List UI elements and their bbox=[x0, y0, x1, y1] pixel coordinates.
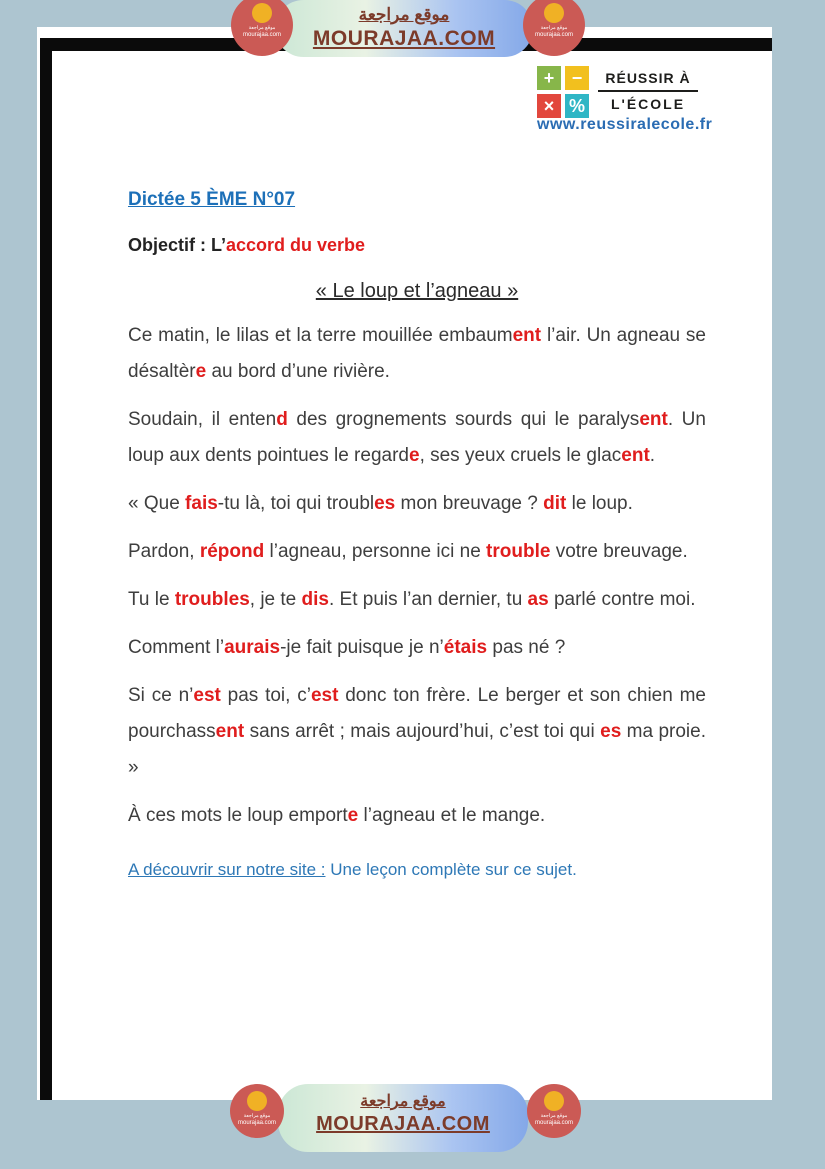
text-segment: ma proie. » bbox=[128, 721, 706, 778]
percent-icon: % bbox=[565, 94, 589, 118]
text-segment: Comment l’ bbox=[128, 637, 225, 658]
verb-ending-highlight: ent bbox=[639, 409, 668, 430]
dictation-paragraph bbox=[128, 678, 706, 786]
mourajaa-badge-icon bbox=[230, 1084, 284, 1138]
verb-ending-highlight: répond bbox=[199, 541, 265, 562]
verb-ending-highlight: e bbox=[195, 361, 207, 382]
verb-ending-highlight: trouble bbox=[486, 541, 551, 562]
verb-ending-highlight: es bbox=[374, 493, 396, 514]
multiply-icon: × bbox=[537, 94, 561, 118]
reussir-logo bbox=[537, 66, 589, 118]
document-content bbox=[128, 188, 706, 899]
verb-ending-highlight: dit bbox=[543, 493, 567, 514]
text-segment: pas né ? bbox=[487, 637, 566, 658]
objective-highlight: accord du verbe bbox=[226, 235, 366, 255]
text-segment: Soudain, il enten bbox=[128, 409, 277, 430]
verb-ending-highlight: ent bbox=[215, 721, 245, 742]
text-segment: mon breuvage ? bbox=[395, 493, 544, 514]
badge-book-icon bbox=[247, 1091, 267, 1111]
top-banner bbox=[275, 0, 533, 57]
text-segment: sans arrêt ; mais aujourd’hui, c’est toi qui bbox=[244, 721, 601, 742]
badge-url-label: mourajaa.com bbox=[237, 1120, 276, 1126]
verb-ending-highlight: ent bbox=[512, 325, 542, 346]
discover-link[interactable]: A découvrir sur notre site : bbox=[128, 860, 326, 879]
text-segment: . bbox=[649, 445, 656, 466]
badge-book-icon bbox=[252, 3, 272, 23]
plus-icon: + bbox=[537, 66, 561, 90]
sheet-left-border bbox=[40, 38, 52, 1100]
badge-url-label: mourajaa.com bbox=[242, 32, 281, 38]
minus-icon: − bbox=[565, 66, 589, 90]
dictation-paragraph bbox=[128, 630, 706, 666]
text-segment: Tu le bbox=[128, 589, 175, 610]
text-segment: Pardon, bbox=[128, 541, 200, 562]
verb-ending-highlight: est bbox=[193, 685, 221, 706]
text-segment: , je te bbox=[249, 589, 302, 610]
badge-url-label: mourajaa.com bbox=[534, 32, 573, 38]
objective-prefix: Objectif : L’ bbox=[128, 235, 227, 255]
bottom-banner bbox=[278, 1084, 528, 1152]
objective-line bbox=[128, 233, 706, 257]
text-segment: « Que bbox=[128, 493, 186, 514]
text-segment: Ce matin, le lilas et la terre mouillée embaum bbox=[128, 325, 513, 346]
reussir-website-link[interactable]: www.reussiralecole.fr bbox=[537, 116, 713, 133]
reussir-logo-wordmark bbox=[596, 70, 700, 112]
text-segment: pas toi, c’ bbox=[220, 685, 311, 706]
text-segment: l’agneau, personne ici ne bbox=[264, 541, 487, 562]
mourajaa-badge-icon bbox=[527, 1084, 581, 1138]
text-segment: , ses yeux cruels le glac bbox=[419, 445, 622, 466]
dictation-paragraph bbox=[128, 402, 706, 474]
dictation-paragraph bbox=[128, 318, 706, 390]
text-segment: le loup. bbox=[566, 493, 633, 514]
text-segment: Si ce n’ bbox=[128, 685, 194, 706]
dictation-title: Dictée 5 ÈME N°07 bbox=[128, 189, 296, 210]
text-segment: au bord d’une rivière. bbox=[206, 361, 390, 382]
dictation-paragraph bbox=[128, 798, 706, 834]
text-segment: -tu là, toi qui troubl bbox=[217, 493, 375, 514]
verb-ending-highlight: aurais bbox=[224, 637, 281, 658]
text-segment: votre breuvage. bbox=[550, 541, 688, 562]
banner-arabic-title: موقع مراجعة bbox=[360, 1093, 446, 1110]
text-segment: donc ton frère. Le berger et son chien me pourchass bbox=[128, 685, 706, 742]
text-segment: l’agneau et le mange. bbox=[358, 805, 546, 826]
text-segment: À ces mots le loup emport bbox=[128, 805, 348, 826]
verb-ending-highlight: est bbox=[310, 685, 339, 706]
dictation-paragraphs bbox=[128, 318, 706, 834]
footer-note bbox=[128, 858, 706, 882]
logo-line2: L'ÉCOLE bbox=[610, 96, 686, 112]
badge-arabic-label: موقع مراجعة bbox=[243, 1113, 271, 1119]
verb-ending-highlight: dis bbox=[301, 589, 329, 610]
text-segment: parlé contre moi. bbox=[548, 589, 696, 610]
text-segment: des grognements sourds qui le paralys bbox=[287, 409, 640, 430]
badge-arabic-label: موقع مراجعة bbox=[540, 1113, 568, 1119]
badge-book-icon bbox=[544, 3, 564, 23]
badge-arabic-label: موقع مراجعة bbox=[540, 25, 568, 31]
verb-ending-highlight: es bbox=[600, 721, 622, 742]
logo-line1: RÉUSSIR À bbox=[605, 70, 691, 86]
badge-url-label: mourajaa.com bbox=[534, 1120, 573, 1126]
footer-text: Une leçon complète sur ce sujet. bbox=[325, 860, 577, 879]
dictation-paragraph bbox=[128, 486, 706, 522]
badge-book-icon bbox=[544, 1091, 564, 1111]
text-segment: . Un loup aux dents pointues le regard bbox=[128, 409, 706, 466]
banner-arabic-title: موقع مراجعة bbox=[358, 5, 450, 24]
text-segment: . Et puis l’an dernier, tu bbox=[328, 589, 528, 610]
verb-ending-highlight: as bbox=[527, 589, 549, 610]
verb-ending-highlight: troubles bbox=[174, 589, 250, 610]
text-heading: « Le loup et l’agneau » bbox=[315, 280, 519, 302]
dictation-paragraph bbox=[128, 534, 706, 570]
banner-site-link[interactable]: MOURAJAA.COM bbox=[312, 27, 496, 50]
verb-ending-highlight: e bbox=[408, 445, 420, 466]
text-segment: l’air. Un agneau se désaltèr bbox=[128, 325, 706, 382]
badge-arabic-label: موقع مراجعة bbox=[248, 25, 276, 31]
verb-ending-highlight: e bbox=[347, 805, 359, 826]
logo-divider bbox=[598, 90, 698, 92]
banner-site-link[interactable]: MOURAJAA.COM bbox=[316, 1113, 490, 1135]
text-segment: -je fait puisque je n’ bbox=[280, 637, 444, 658]
verb-ending-highlight: étais bbox=[443, 637, 488, 658]
dictation-paragraph bbox=[128, 582, 706, 618]
verb-ending-highlight: fais bbox=[185, 493, 218, 514]
verb-ending-highlight: ent bbox=[621, 445, 650, 466]
verb-ending-highlight: d bbox=[276, 409, 288, 430]
